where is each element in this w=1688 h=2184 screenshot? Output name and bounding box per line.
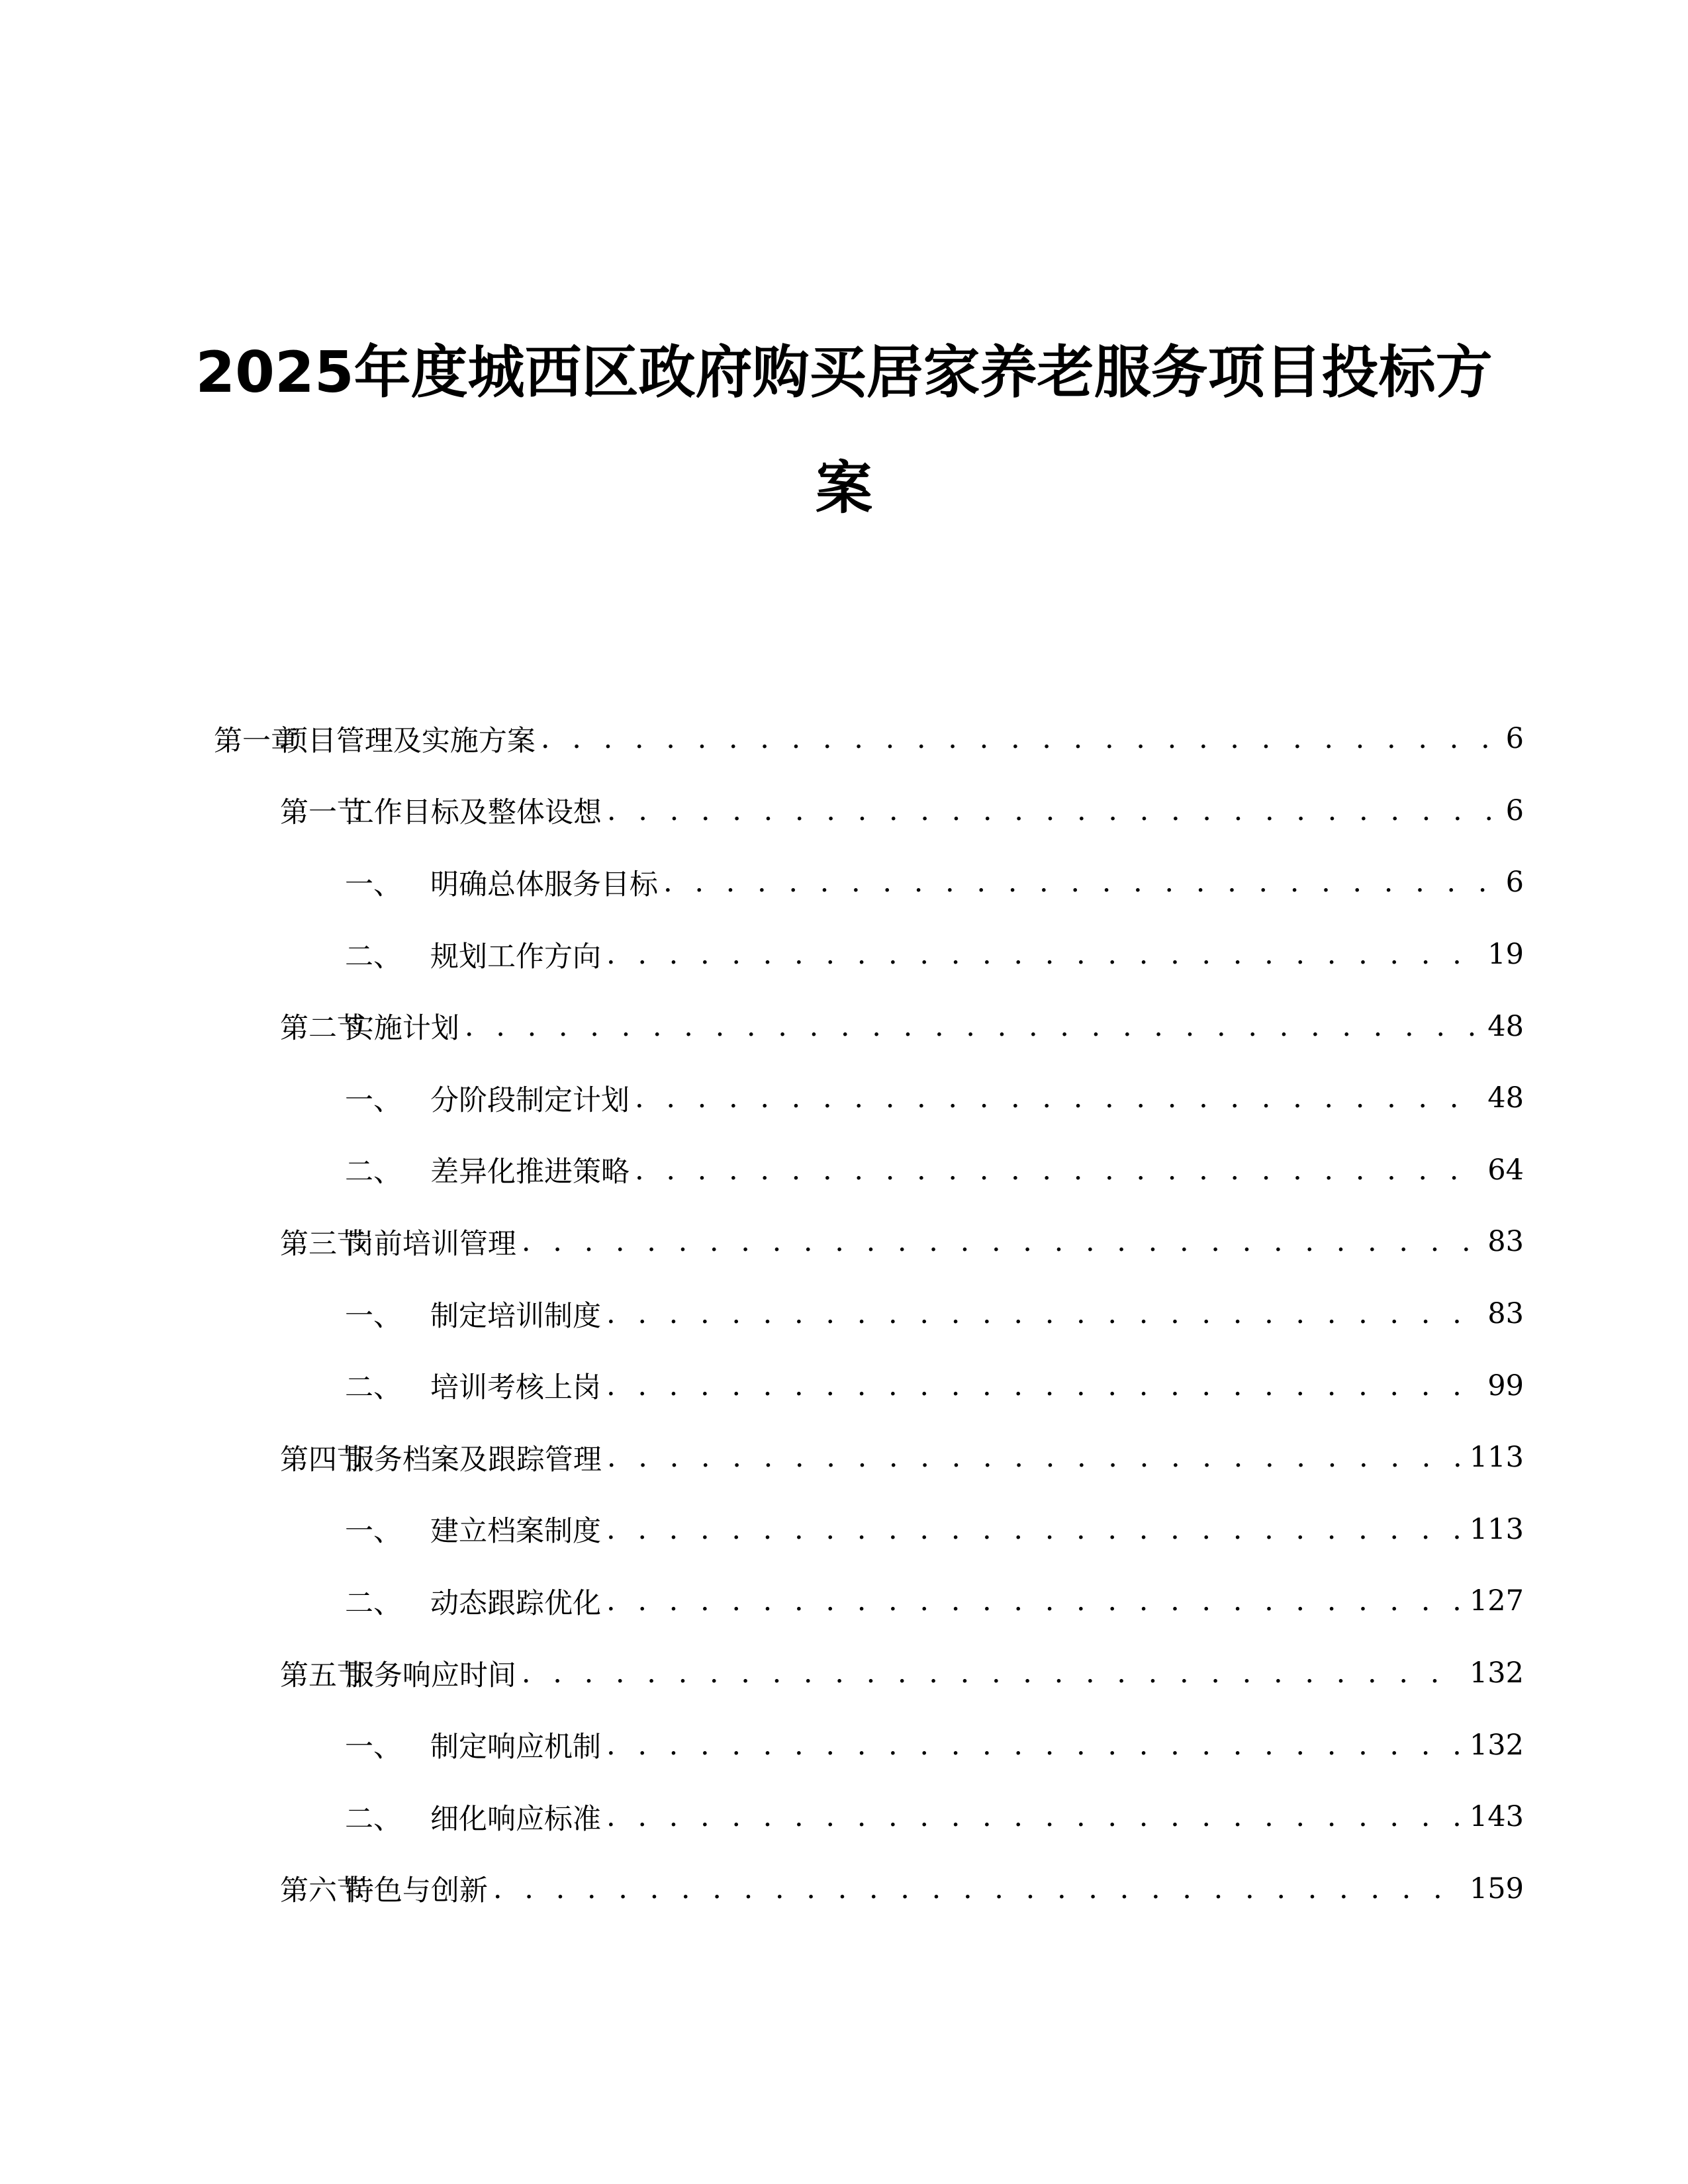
dot-leader [635,1081,1482,1115]
toc-entry-page: 143 [1469,1800,1524,1834]
toc-entry-prefix: 第六节 [280,1874,365,1908]
toc-entry-text: 分阶段制定计划 [430,1083,630,1117]
toc-entry-page: 113 [1469,1441,1524,1475]
toc-entry-prefix: 一、 [345,1299,402,1333]
document-title-continued: 案 [816,455,872,522]
dot-leader [607,1441,1464,1474]
toc-entry-page: 99 [1487,1369,1524,1402]
toc-entry[interactable] [345,1278,1524,1350]
toc-entry[interactable] [345,919,1524,991]
dot-leader [541,722,1501,755]
dot-leader [465,1010,1482,1043]
toc-entry-prefix: 第二节 [280,1012,365,1046]
table-of-contents [0,703,1688,1925]
toc-entry[interactable] [280,1422,1524,1494]
toc-entry-label [280,1222,522,1262]
dot-leader [606,1297,1482,1330]
toc-entry[interactable] [345,1134,1524,1206]
toc-entry-prefix: 一、 [345,868,402,901]
dot-leader [606,1513,1464,1546]
toc-entry-page: 6 [1505,794,1524,827]
toc-entry-page: 19 [1487,938,1524,972]
toc-entry-prefix: 二、 [345,1802,402,1836]
toc-entry-prefix: 二、 [345,1371,402,1405]
toc-entry-page: 127 [1469,1584,1524,1618]
toc-entry-page: 48 [1487,1081,1524,1115]
toc-entry-page: 6 [1505,866,1524,899]
toc-entry-prefix: 一、 [345,1083,402,1117]
toc-entry-page: 132 [1469,1728,1524,1762]
dot-leader [522,1225,1482,1258]
toc-entry-text: 实施计划 [345,1012,459,1046]
toc-entry-text: 建立档案制度 [430,1515,601,1549]
toc-entry-label [280,790,607,831]
toc-entry-label [280,1437,607,1478]
dot-leader [522,1657,1464,1690]
toc-entry-text: 差异化推进策略 [430,1156,630,1189]
toc-entry-text: 工作目标及整体设想 [345,796,602,830]
toc-entry[interactable] [345,1709,1524,1781]
dot-leader [607,794,1501,827]
toc-entry-prefix: 一、 [345,1731,402,1764]
toc-entry-prefix: 二、 [345,1156,402,1189]
toc-entry-text: 制定培训制度 [430,1299,601,1333]
toc-entry[interactable] [214,703,1524,775]
document-title: 2025年度城西区政府购买居家养老服务项目投标方 [195,340,1493,406]
toc-entry[interactable] [280,1853,1524,1925]
toc-entry-text: 项目管理及实施方案 [279,724,536,758]
toc-entry-prefix: 第一章 [214,724,299,758]
toc-entry[interactable] [345,1494,1524,1566]
toc-entry-label [345,1150,635,1190]
dot-leader [606,1369,1482,1402]
toc-entry-page: 132 [1469,1657,1524,1690]
toc-entry-prefix: 第四节 [280,1443,365,1477]
toc-entry-page: 83 [1487,1225,1524,1259]
toc-entry[interactable] [280,1637,1524,1709]
dot-leader [606,1729,1464,1762]
toc-entry-prefix: 二、 [345,1586,402,1620]
dot-leader [635,1154,1482,1187]
toc-entry-label [345,1509,606,1549]
toc-entry-page: 159 [1469,1872,1524,1905]
toc-entry-text: 明确总体服务目标 [430,868,658,901]
toc-entry-label [345,1078,635,1118]
dot-leader [606,1584,1464,1617]
dot-leader [493,1872,1464,1905]
toc-entry-text: 岗前培训管理 [345,1227,516,1261]
toc-entry[interactable] [280,775,1524,847]
toc-entry-label [280,1868,493,1909]
toc-entry-text: 特色与创新 [345,1874,488,1908]
toc-entry[interactable] [345,1349,1524,1422]
toc-entry-page: 48 [1487,1009,1524,1043]
toc-entry-text: 制定响应机制 [430,1731,601,1764]
toc-entry-prefix: 第一节 [280,796,365,830]
dot-leader [606,1800,1464,1833]
toc-entry-label [345,1294,606,1334]
toc-entry[interactable] [345,846,1524,919]
toc-entry-label [345,1797,606,1837]
toc-entry[interactable] [280,1206,1524,1278]
toc-entry-prefix: 二、 [345,940,402,974]
toc-entry-label [280,1653,522,1694]
toc-entry-prefix: 一、 [345,1515,402,1549]
toc-entry-label [345,1581,606,1621]
toc-entry-page: 113 [1469,1512,1524,1546]
toc-entry-label [345,934,606,975]
toc-entry[interactable] [345,1565,1524,1637]
toc-entry-text: 动态跟踪优化 [430,1586,601,1620]
toc-entry-label [214,719,541,759]
toc-entry-label [345,862,663,903]
toc-entry[interactable] [345,1781,1524,1853]
dot-leader [663,866,1501,899]
toc-entry-page: 6 [1505,722,1524,756]
toc-entry[interactable] [345,1062,1524,1134]
toc-entry-text: 细化响应标准 [430,1802,601,1836]
toc-entry-text: 服务档案及跟踪管理 [345,1443,602,1477]
toc-entry-page: 64 [1487,1153,1524,1187]
toc-entry-text: 服务响应时间 [345,1659,516,1692]
toc-entry-text: 培训考核上岗 [430,1371,601,1405]
toc-entry-label [345,1725,606,1765]
toc-entry-prefix: 第三节 [280,1227,365,1261]
toc-entry-label [280,1006,465,1046]
dot-leader [606,938,1482,971]
toc-entry-prefix: 第五节 [280,1659,365,1692]
toc-entry-label [345,1365,606,1406]
toc-entry-text: 规划工作方向 [430,940,601,974]
toc-entry-page: 83 [1487,1297,1524,1331]
toc-entry[interactable] [280,990,1524,1062]
